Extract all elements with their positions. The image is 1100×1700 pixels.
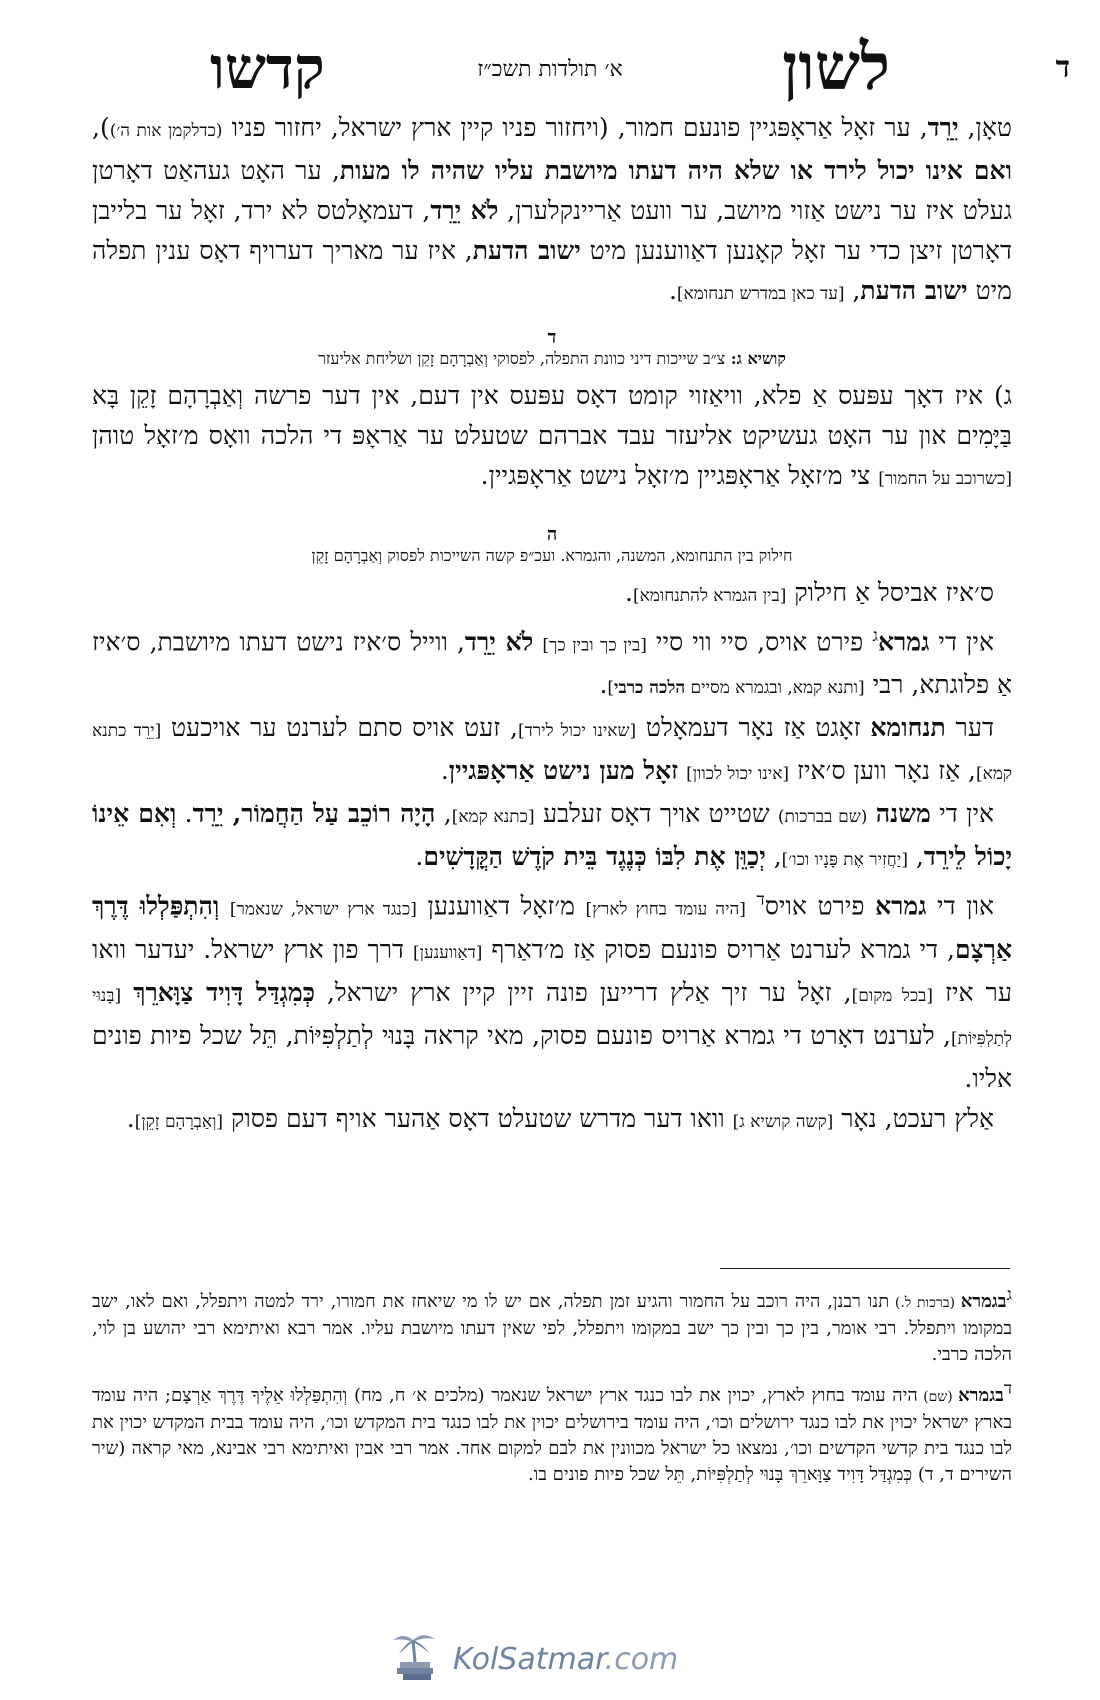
paragraph (92, 1099, 1012, 1142)
source-ref: (ברכות ל.) (889, 1295, 961, 1311)
paragraph (92, 794, 1012, 880)
palm-tree-books-icon (385, 1630, 445, 1686)
bold-text: גמרא (875, 891, 927, 921)
bold-text: משנה (875, 799, 931, 829)
header-title-left: לשון (782, 30, 890, 105)
footnote-divider (720, 1268, 1010, 1269)
paragraph (92, 616, 1012, 708)
text: שטייט אויך דאָס זעלבע (534, 799, 778, 829)
bold-text: הלכה כרבי (614, 678, 686, 699)
footnote-text: היה עומד בחוץ לארץ, יכוין את לבו כנגד ארץ ישראל שנאמר (מלכים א׳ ח, מח) וְהִתְפַּלְלוּ אֵלֶיךָ דֶּרֶךְ אַרְצָם; היה עומד בארץ ישראל יכוין את לבו כנגד ירושלים וכו׳, היה עומד בירושלים יכוין את לבו כנגד בית המקדש וכו׳, היה עומד בבית המקדש יכוין את לבו כנגד בית קדשי הקדשים וכו׳, נמצאו כל ישראל מכוונין את לבם למקום אחד. אמר רבי אבין ואיתימא רבי אבינא, מאי קראה (שיר השירים ד, ד) כְּמִגְדַּל דָּוִיד צַוָּארֵךְ בָּנוּי לְתַלְפִּיּוֹת, תֵּל שכל פיות פונים בו. (92, 1385, 1012, 1485)
section-letter-d: ד (547, 327, 557, 348)
text: אין די (930, 799, 995, 829)
text: , די גמרא לערנט אַרויס פונעם פסוק אַז מ׳דאַרף (482, 934, 955, 964)
bold-text: כְּמִגְדַּל דָּוִיד צַוָּארֵךְ (133, 977, 315, 1007)
section-letter-h: ה (546, 524, 558, 545)
source-ref: [בין הגמרא להתנחומא] (632, 586, 787, 606)
source-ref: (שם בברכות) (777, 807, 868, 828)
source-ref: [יֵרֵד כתנא קמא] (92, 721, 1012, 785)
bold-text: ואם אינו יכול לירד או שלא היה דעתו מיושבת עליו שהיה לו מעות (339, 156, 1012, 185)
logo-text (453, 1642, 678, 1677)
header-title-right: קדשו (210, 34, 325, 102)
bold-text: תנחומא (870, 713, 946, 743)
text (219, 892, 230, 921)
bold-text: לֹא יֵרֵד (464, 627, 534, 657)
text: . (625, 578, 633, 607)
paragraph (92, 708, 1012, 794)
footnotes (92, 1282, 1012, 1496)
header-subtitle: א׳ תולדות תשכ״ז (477, 57, 623, 82)
bold-text: זאָל מען נישט אַראָפּגיין (448, 756, 679, 786)
source-ref: ] (607, 678, 615, 699)
footnote-text: תנו רבנן, היה רוכב על החמור והגיע זמן תפלה, אם יש לו מי שיאחז את חמורו, ירד למטה ויתפלל, ואם לאו, ישב במקומו ויתפלל. רבי אומר, בין כך ובין כך ישב במקומו ויתפלל, לפי שאין דעתו מיושבת עליו. אמר רבא ואיתימא רבי יהושע בן לוי, הלכה כרבי. (92, 1291, 1012, 1365)
text: . (176, 799, 193, 829)
source-ref: (שם) (917, 1389, 959, 1405)
text: ), (92, 113, 110, 142)
text: דרך פון ארץ ישראל. יעדער וואו ער איז (92, 934, 1012, 1007)
text: פירט אויס, סיי ווי סיי (646, 627, 873, 657)
text: ס׳איז אביסל אַ חילוק (786, 578, 994, 607)
logo-brand: KolSatmar (453, 1642, 605, 1677)
bold-text: גמרא (877, 627, 930, 657)
paragraph (92, 108, 1012, 314)
text: צי מ׳זאָל אַראָפּגיין מ׳זאָל נישט אַראָפּגיין. (480, 461, 879, 490)
paragraph (92, 573, 1012, 616)
bold-text: הָיָה רוֹכֵב עַל הַחֲמוֹר, יֵרֵד (192, 799, 436, 829)
source-ref: [ותנא קמא, ובגמרא מסיים (685, 678, 865, 699)
source-ref: (כדלקמן אות ה׳) (109, 121, 223, 141)
bold-text: ישוב הדעת (860, 276, 968, 305)
text: , אַז נאָר ווען ס׳איז (789, 756, 976, 786)
source-ref: [עד כאן במדרש תנחומא] (676, 284, 845, 304)
text: , ער האָט געהאַט דאָרטן געלט איז ער נישט אַזוי מיושב, ער וועט אַריינקלערן, (92, 156, 1012, 225)
text (746, 892, 757, 921)
text: . (415, 842, 424, 872)
text: וואו דער מדרש שטעלט דאָס אַהער אויף דעם פסוק (223, 1103, 733, 1133)
footnote-mark[interactable]: ד (756, 890, 765, 911)
text: אין די (929, 627, 994, 657)
bold-text: יֵרֵד (927, 113, 959, 142)
source-ref: [כנגד ארץ ישראל, שנאמר] (229, 899, 417, 920)
footnote (92, 1376, 1012, 1488)
logo-domain: .com (604, 1642, 679, 1677)
source-ref: [כתנא קמא] (451, 807, 535, 828)
source-ref: [קשה קושיא ג] (732, 1111, 834, 1132)
source-ref: [בין כך ובין כך] (542, 635, 647, 656)
source-ref: [יַחֲזִיר אֶת פָּנָיו וכו׳] (781, 850, 908, 871)
source-ref: [היה עומד בחוץ לארץ] (585, 899, 746, 920)
text: מ׳זאָל דאַווענען (416, 891, 586, 921)
text: , (765, 842, 782, 872)
text: , לערנט דאָרט די גמרא אַרויס פונעם פסוק, מאי קראה בָּנוּי לְתַלְפִּיּוֹת, תֵּל שכל פיות פונים אליו. (92, 1020, 1012, 1093)
text: , דעמאָלטס לא ירד, זאָל ער בלייבן דאָרטן זיצן כדי ער זאָל קאָנען דאַווענען מיט (92, 196, 1012, 265)
bold-text: קושיא ג: (725, 349, 786, 368)
text: טאָן, (958, 113, 1012, 142)
bold-text: וְהִתְפַּלְלוּ דֶּרֶךְ אַרְצָם (92, 891, 1012, 964)
text: . (440, 756, 449, 786)
text: זאָגט אַז נאָר דעמאָלט (636, 713, 871, 743)
text: דער (945, 713, 994, 743)
source-ref: [דאַווענען] (412, 942, 483, 963)
text: . (668, 276, 677, 305)
text: . (126, 1103, 135, 1133)
main-text (92, 108, 1012, 1142)
page-header (90, 30, 1070, 110)
paragraph (92, 880, 1012, 1098)
bold-text: יְכַוֵּן אֶת לִבּוֹ כְּנֶגֶד בֵּית קֹדֶשׁ הַקֳּדָשִׁים (423, 842, 766, 872)
footnote-mark: ג (1006, 1285, 1012, 1305)
text: , (435, 799, 452, 829)
footnote-mark[interactable]: ג (872, 626, 878, 646)
bold-text: וְאִם אֵינוֹ יָכוֹל לֵירֵד (92, 799, 1012, 872)
source-ref: [וְאַבְרָהָם זָקֵן] (134, 1111, 224, 1132)
text: . (599, 670, 608, 700)
page-number: ד (1055, 50, 1070, 85)
text: , (907, 842, 924, 872)
source-ref: [בכל מקום] (851, 985, 933, 1006)
source-ref: [שאינו יכול לירד] (517, 721, 637, 742)
text: , זעט אויס סתם לערנט ער אויכעט (161, 713, 518, 743)
section-summary-h: חילוק בין התנחומא, המשנה, והגמרא. ועכ״פ קשה השייכות לפסוק וְאַבְרָהָם זָקֵן (311, 546, 793, 565)
source-ref: [בָּנוּי לְתַלְפִּיּוֹת] (92, 985, 1012, 1049)
text (867, 799, 875, 828)
footnote (92, 1282, 1012, 1368)
source-ref: [כשרוכב על החמור] (878, 469, 1012, 489)
text: ג) איז דאָך עפּעס אַ פלא, וויאַזוי קומט דאָס עפּעס אין דעם, אין דער פרשה וְאַבְרָהָם זָקֵן בָּא בַּיָּמִים און ער האָט געשיקט אליעזר עבד אברהם שטעלט ער אַראָפּ די הלכה וואָס מ׳זאָל טוהן (92, 381, 1012, 450)
kolsatmar-logo[interactable] (385, 1630, 715, 1686)
bold-text: ישוב הדעת (472, 236, 581, 265)
text (678, 756, 686, 785)
text: , זאָל ער זיך אַלץ דרייען פונה זיין קיין ארץ ישראל, (314, 977, 852, 1007)
text (121, 978, 133, 1007)
text: , ווייל ס׳איז נישט דעתו מיושבת, ס׳איז אַ פלוגתא, רבי (92, 627, 1012, 700)
text: פירט אויס (764, 891, 876, 921)
text: און די (926, 891, 994, 921)
bold-text: לֹא יֵרֵד (430, 196, 499, 225)
bold-text: בגמרא (958, 1385, 1004, 1406)
text: , ער זאָל אַראָפּגיין פונעם חמור, (ויחזור פניו קיין ארץ ישראל, יחזור פניו (222, 113, 928, 142)
section-summary-d (92, 348, 1012, 370)
text: , (844, 276, 861, 305)
bold-text: בגמרא (960, 1291, 1007, 1312)
text: צ״ב שייכות דיני כוונת התפלה, לפסוקי וְאַבְרָהָם זָקֵן ושליחת אליעזר (318, 349, 726, 368)
paragraph (92, 376, 1012, 499)
source-ref: [אינו יכול לכוון] (686, 764, 790, 785)
text: אַלץ רעכט, נאָר (833, 1103, 994, 1133)
text: , איז ער מאריך דערויף דאָס ענין תפלה מיט (92, 236, 1012, 305)
footnote-mark: ד (1003, 1379, 1012, 1399)
